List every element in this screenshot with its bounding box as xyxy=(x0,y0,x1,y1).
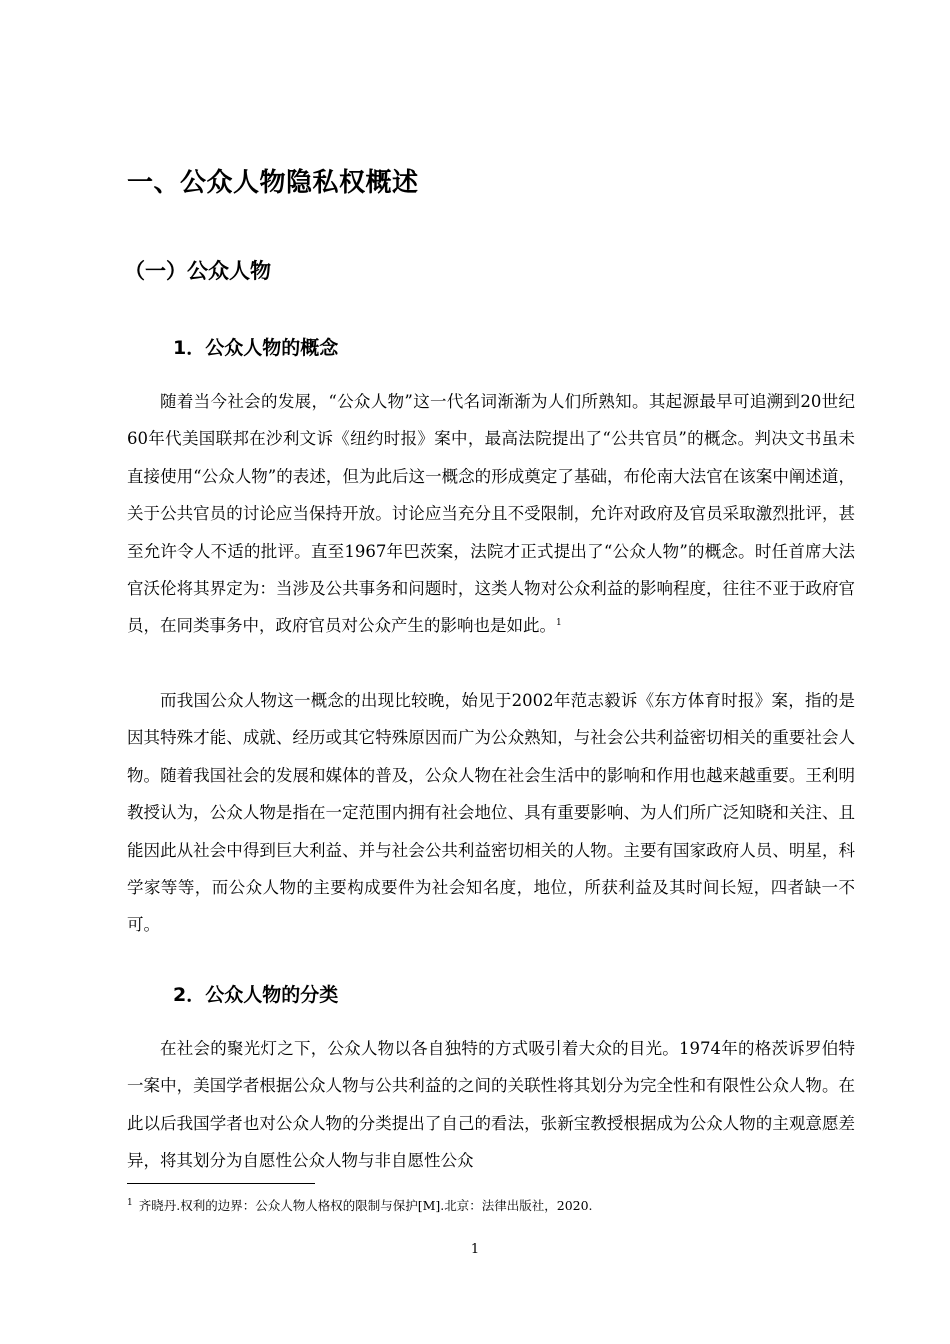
paragraph-concept-china: 而我国公众人物这一概念的出现比较晚，始见于2002年范志毅诉《东方体育时报》案，指的是因其特殊才能、成就、经历或其它特殊原因而广为公众熟知，与社会公共利益密切相关的重要社会人物。随着我国社会的发展和媒体的普及，公众人物在社会生活中的影响和作用也越来越重要。王利明教授认为，公众人物是指在一定范围内拥有社会地位、具有重要影响、为人们所广泛知晓和关注、且能因此从社会中得到巨大利益、并与社会公共利益密切相关的人物。主要有国家政府人员、明星，科学家等等，而公众人物的主要构成要件为社会知名度，地位，所获利益及其时间长短，四者缺一不可。 xyxy=(127,691,855,935)
chapter-heading: 一、公众人物隐私权概述 xyxy=(127,168,419,198)
footnote-text: 齐晓丹.权利的边界：公众人物人格权的限制与保护[M].北京：法律出版社，2020. xyxy=(138,1198,593,1213)
page-number: 1 xyxy=(470,1242,480,1257)
paragraph-concept-origin xyxy=(127,383,855,645)
footnote-reference[interactable]: 1 xyxy=(556,618,562,629)
section-heading: （一）公众人物 xyxy=(124,259,271,283)
footnote xyxy=(127,1196,593,1214)
subsection-heading-concept: 1．公众人物的概念 xyxy=(173,337,339,359)
subsection-heading-classification: 2．公众人物的分类 xyxy=(173,984,339,1006)
paragraph-classification: 在社会的聚光灯之下，公众人物以各自独特的方式吸引着大众的目光。1974年的格茨诉罗伯特一案中，美国学者根据公众人物与公共利益的之间的关联性将其划分为完全性和有限性公众人物。在此以后我国学者也对公众人物的分类提出了自己的看法，张新宝教授根据成为公众人物的主观意愿差异，将其划分为自愿性公众人物与非自愿性公众 xyxy=(127,1039,855,1171)
paragraph-text: 随着当今社会的发展，“公众人物”这一代名词渐渐为人们所熟知。其起源最早可追溯到20世纪60年代美国联邦在沙利文诉《纽约时报》案中，最高法院提出了“公共官员”的概念。判决文书虽未直接使用“公众人物”的表述，但为此后这一概念的形成奠定了基础，布伦南大法官在该案中阐述道，关于公共官员的讨论应当保持开放。讨论应当充分且不受限制，允许对政府及官员采取激烈批评，甚至允许令人不适的批评。直至1967年巴茨案，法院才正式提出了“公众人物”的概念。时任首席大法官沃伦将其界定为：当涉及公共事务和问题时，这类人物对公众利益的影响程度，往往不亚于政府官员，在同类事务中，政府官员对公众产生的影响也是如此。 xyxy=(127,392,855,636)
footnote-divider xyxy=(127,1183,315,1184)
footnote-number: 1 xyxy=(127,1198,133,1208)
